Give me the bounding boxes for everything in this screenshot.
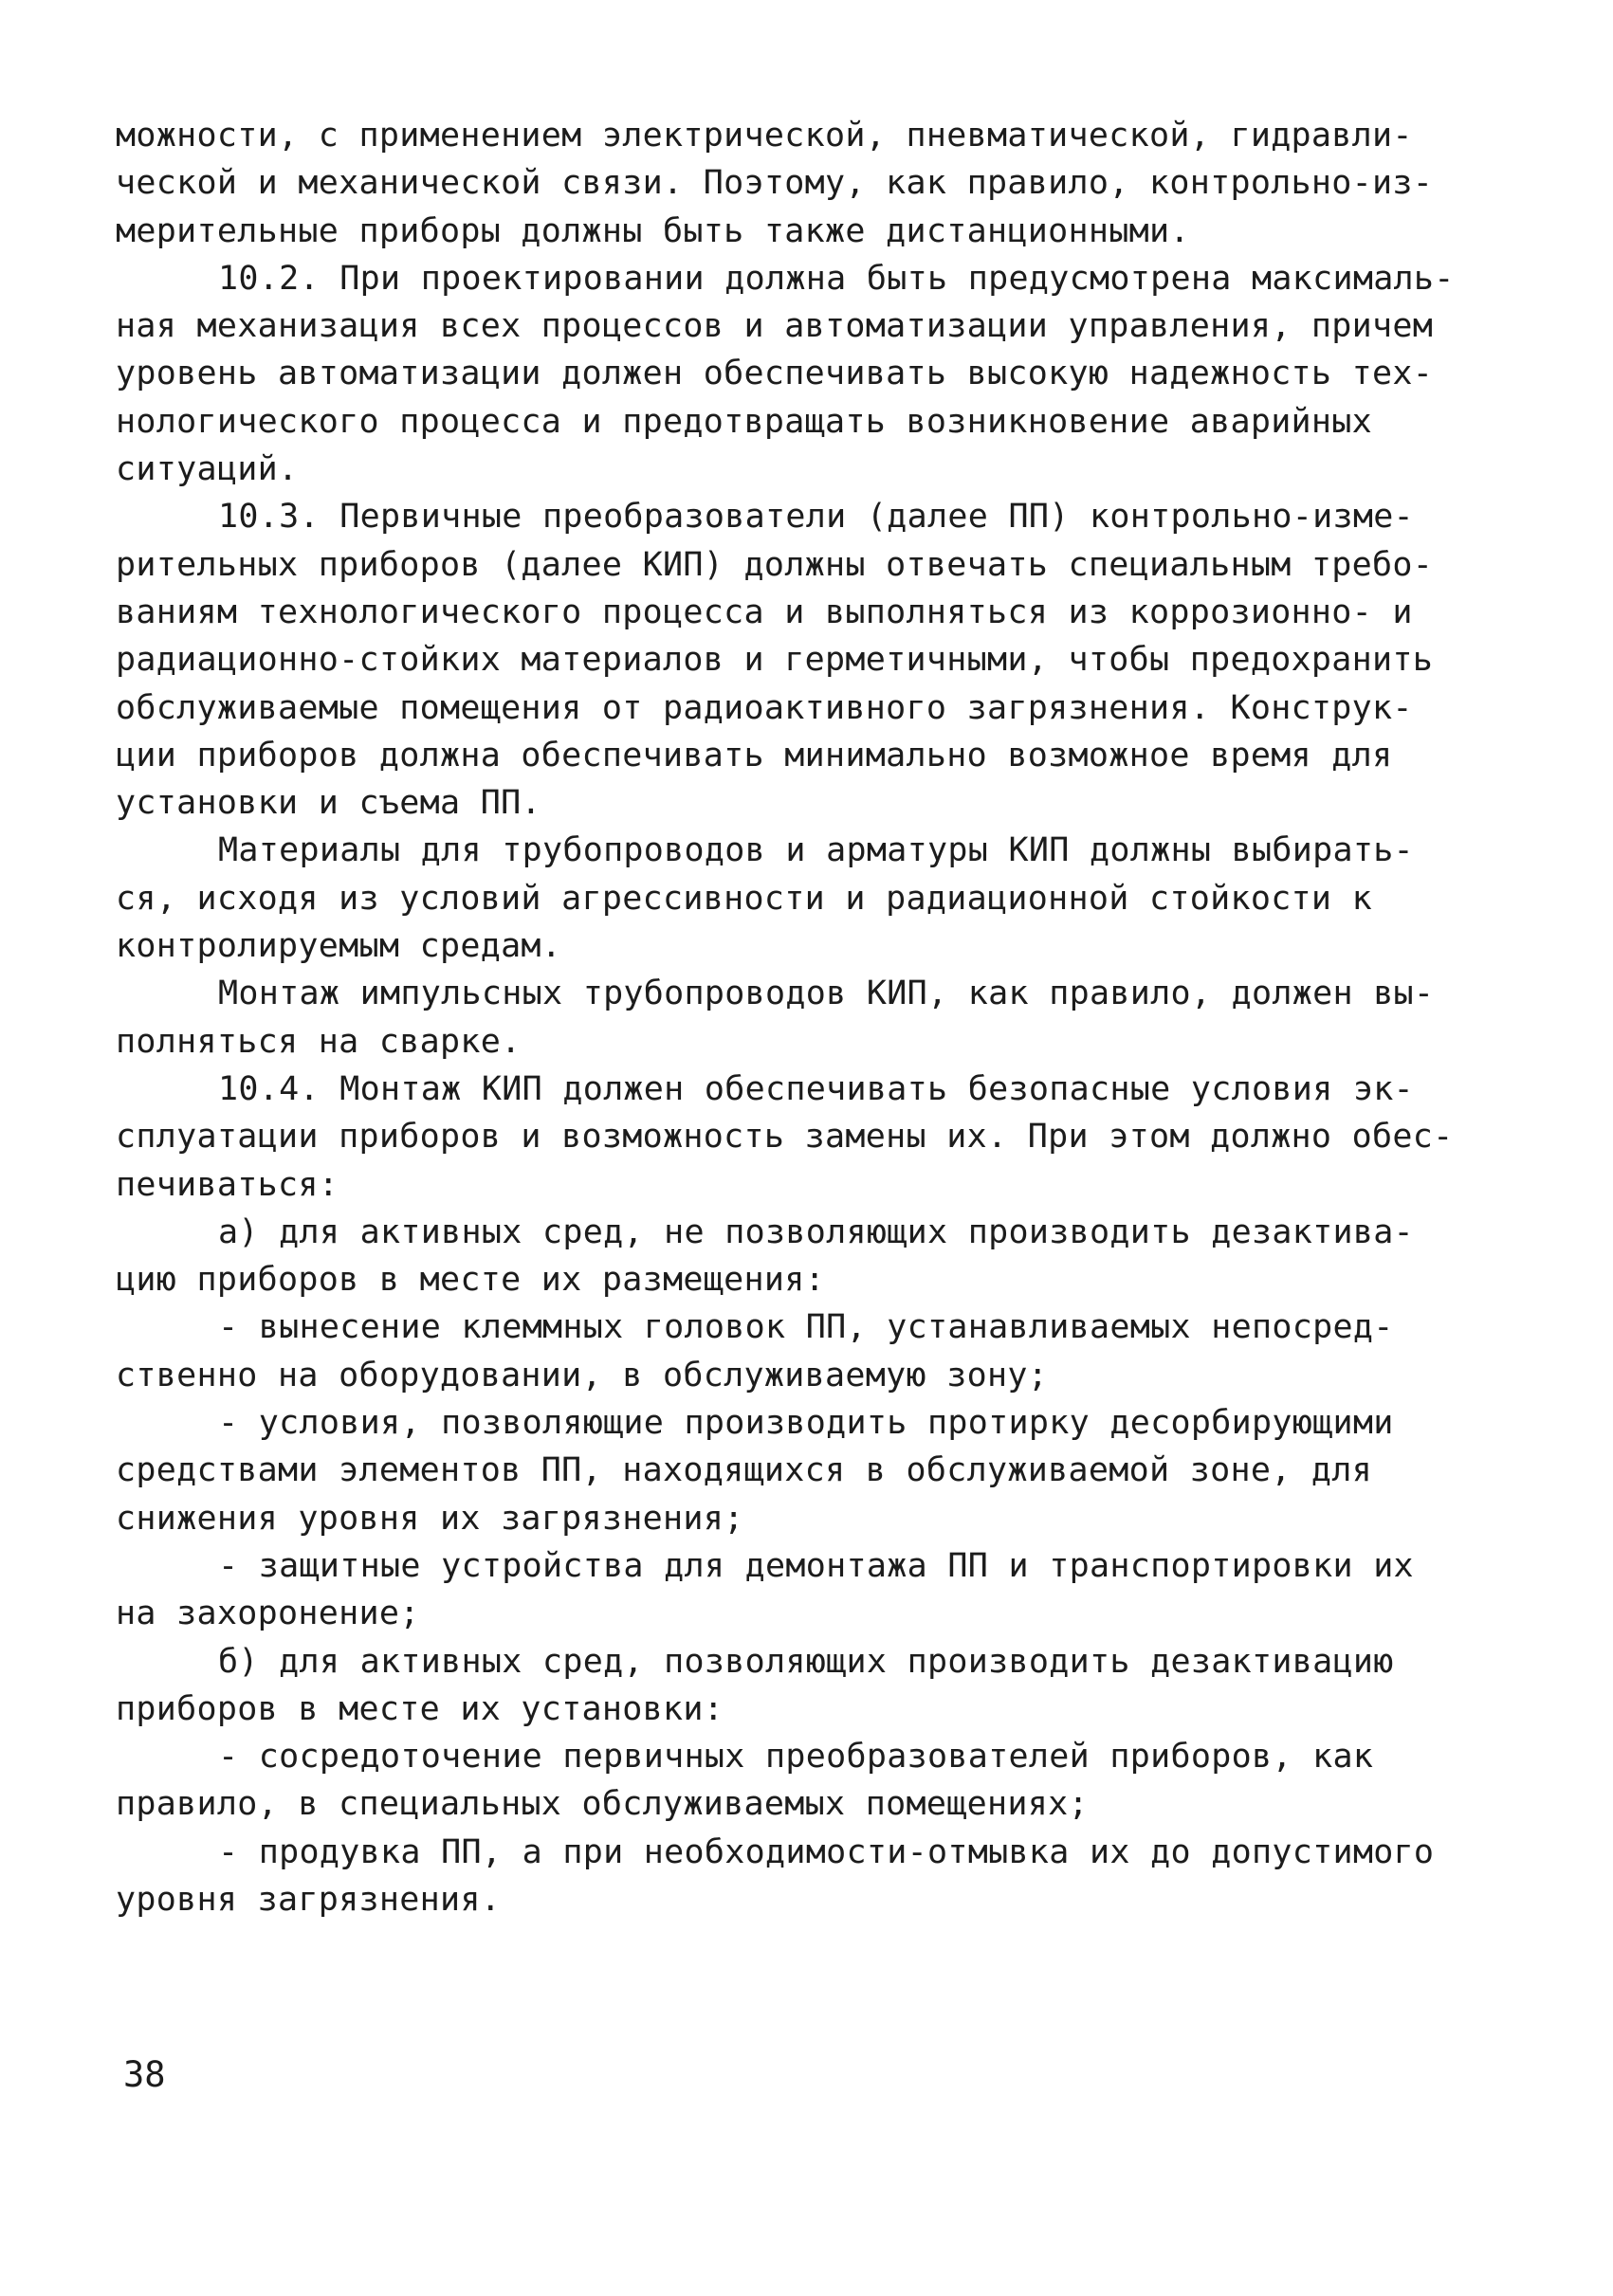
- text-line: уровень автоматизации должен обеспечивать высокую надежность тех-: [116, 355, 1434, 393]
- text-line: сплуатации приборов и возможность замены их. При этом должно обес-: [116, 1118, 1454, 1157]
- text-line: обслуживаемые помещения от радиоактивного загрязнения. Конструк-: [116, 688, 1413, 727]
- text-line: установки и съема ПП.: [116, 784, 541, 823]
- text-line: средствами элементов ПП, находящихся в обслуживаемой зоне, для: [116, 1451, 1373, 1490]
- text-line: 10.2. При проектировании должна быть предусмотрена максималь-: [218, 259, 1455, 298]
- text-line: - защитные устройства для демонтажа ПП и транспортировки их: [218, 1546, 1414, 1585]
- text-line: правило, в специальных обслуживаемых помещениях;: [116, 1785, 1089, 1824]
- text-line: рительных приборов (далее КИП) должны отвечать специальным требо-: [116, 545, 1434, 584]
- text-line: ся, исходя из условий агрессивности и радиационной стойкости к: [116, 879, 1373, 918]
- text-line: ции приборов должна обеспечивать минимально возможное время для: [116, 736, 1393, 774]
- text-line: Материалы для трубопроводов и арматуры КИП должны выбирать-: [218, 831, 1414, 870]
- text-line: а) для активных сред, не позволяющих производить дезактива-: [218, 1212, 1414, 1251]
- text-line: б) для активных сред, позволяющих производить дезактивацию: [218, 1642, 1394, 1681]
- text-line: 10.4. Монтаж КИП должен обеспечивать безопасные условия эк-: [218, 1069, 1414, 1108]
- text-line: можности, с применением электрической, пневматической, гидравли-: [116, 117, 1413, 155]
- text-line: - вынесение клеммных головок ПП, устанавливаемых непосред-: [218, 1308, 1394, 1347]
- text-line: - продувка ПП, а при необходимости-отмывка их до допустимого: [218, 1832, 1435, 1871]
- text-line: печиваться:: [116, 1165, 339, 1204]
- text-line: - условия, позволяющие производить протирку десорбирующими: [218, 1404, 1394, 1443]
- text-line: полняться на сварке.: [116, 1022, 522, 1061]
- text-line: ственно на оборудовании, в обслуживаемую зону;: [116, 1356, 1049, 1394]
- text-line: цию приборов в месте их размещения:: [116, 1261, 826, 1300]
- text-line: ная механизация всех процессов и автоматизации управления, причем: [116, 307, 1434, 346]
- text-line: ситуаций.: [116, 450, 299, 489]
- page-number: 38: [123, 2054, 166, 2095]
- text-line: - сосредоточение первичных преобразователей приборов, как: [218, 1738, 1374, 1777]
- text-line: нологического процесса и предотвращать возникновение аварийных: [116, 402, 1373, 441]
- text-line: снижения уровня их загрязнения;: [116, 1499, 744, 1538]
- text-line: приборов в месте их установки:: [116, 1689, 724, 1728]
- text-line: ваниям технологического процесса и выполняться из коррозионно- и: [116, 592, 1413, 631]
- text-line: ческой и механической связи. Поэтому, как правило, контрольно-из-: [116, 164, 1434, 203]
- text-line: мерительные приборы должны быть также дистанционными.: [116, 211, 1190, 250]
- text-line: 10.3. Первичные преобразователи (далее ПП) контрольно-изме-: [218, 498, 1414, 537]
- text-line: Монтаж импульсных трубопроводов КИП, как правило, должен вы-: [218, 975, 1435, 1013]
- body-text: [116, 112, 1514, 1923]
- text-line: радиационно-стойких материалов и герметичными, чтобы предохранить: [116, 641, 1434, 680]
- text-line: контролируемым средам.: [116, 927, 562, 966]
- text-line: на захоронение;: [116, 1594, 420, 1633]
- text-line: уровня загрязнения.: [116, 1880, 502, 1919]
